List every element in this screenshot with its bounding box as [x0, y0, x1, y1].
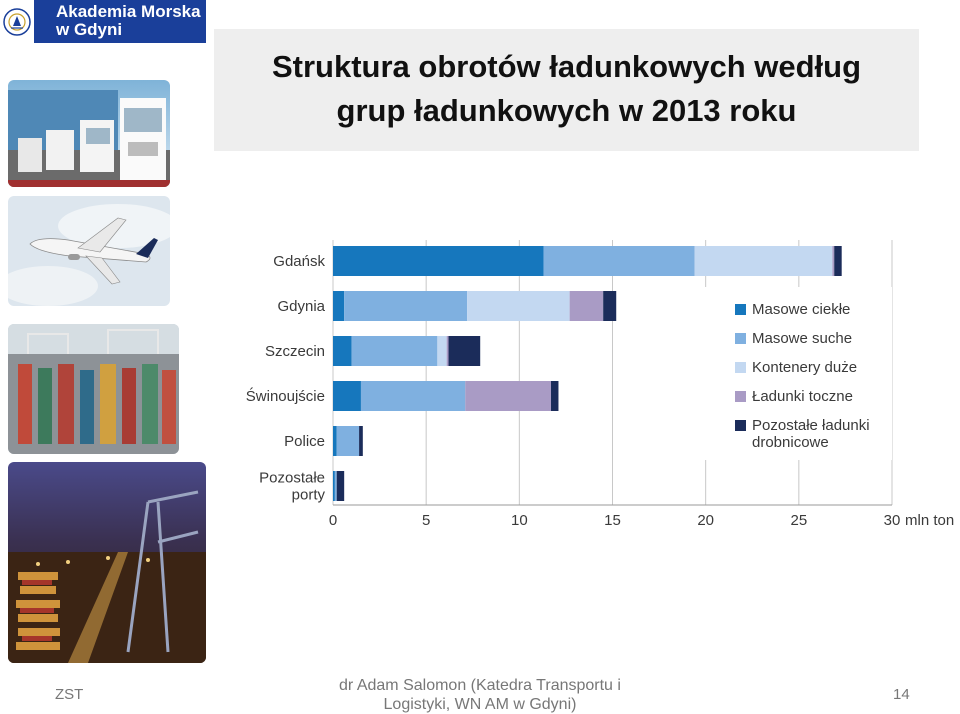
- x-tick-label-5: 25: [790, 512, 808, 529]
- footer-left: ZST: [55, 686, 84, 703]
- x-tick-label-3: 15: [604, 512, 621, 529]
- bar-4-4: [359, 426, 363, 456]
- bar-1-4: [603, 291, 616, 321]
- x-tick-label-4: 20: [697, 512, 715, 529]
- bar-1-3: [570, 291, 604, 321]
- bar-5-0: [333, 471, 335, 501]
- bar-1-0: [333, 291, 344, 321]
- bar-2-4: [449, 336, 481, 366]
- footer-author-line-2: Logistyki, WN AM w Gdyni): [383, 696, 577, 713]
- bar-3-0: [333, 381, 361, 411]
- legend-label-3-0: Ładunki toczne: [752, 388, 853, 405]
- category-label-1-0: Gdynia: [277, 298, 325, 315]
- x-tick-label-2: 10: [510, 512, 528, 529]
- category-label-5-1: porty: [291, 486, 325, 504]
- stacked-bar-chart: [230, 230, 960, 530]
- legend-label-0-0: Masowe ciekłe: [752, 301, 851, 318]
- bar-0-3: [832, 246, 834, 276]
- bar-2-3: [447, 336, 449, 366]
- legend-swatch-2: [735, 362, 746, 373]
- page-number: 14: [893, 686, 910, 703]
- x-unit-label: mln ton: [905, 512, 955, 529]
- x-tick-label-6: 30: [883, 512, 901, 529]
- x-tick-label-0: 0: [328, 512, 338, 529]
- bar-0-4: [834, 246, 841, 276]
- bar-5-4: [337, 471, 344, 501]
- logo-line-2: w Gdyni: [56, 20, 123, 39]
- chart-legend: [702, 287, 892, 460]
- legend-swatch-1: [735, 333, 746, 344]
- legend-label-4-1: drobnicowe: [752, 434, 829, 451]
- bar-0-2: [694, 246, 832, 276]
- academy-seal-icon: [2, 2, 32, 42]
- photo-port-night: [8, 462, 206, 663]
- legend-swatch-4: [735, 420, 746, 431]
- category-label-4-0: Police: [284, 433, 325, 450]
- logo: [0, 0, 206, 43]
- category-label-5-0: Pozostałe: [259, 469, 325, 487]
- bar-1-1: [344, 291, 467, 321]
- bar-1-2: [467, 291, 569, 321]
- footer-author: [330, 676, 630, 714]
- bar-3-1: [361, 381, 465, 411]
- bar-2-1: [352, 336, 438, 366]
- photo-airplane: [8, 196, 170, 306]
- logo-line-1: Akademia Morska: [56, 2, 201, 21]
- slide-title: [214, 29, 919, 151]
- x-tick-label-1: 5: [421, 512, 431, 529]
- bar-3-3: [465, 381, 551, 411]
- bar-0-0: [333, 246, 544, 276]
- bar-2-0: [333, 336, 352, 366]
- title-line-1: Struktura obrotów ładunkowych według: [271, 49, 862, 84]
- photo-trucks: [8, 80, 170, 187]
- legend-swatch-0: [735, 304, 746, 315]
- category-labels: [246, 253, 326, 504]
- logo-banner: [34, 0, 206, 43]
- x-axis-ticks: [329, 512, 954, 529]
- bar-3-4: [551, 381, 558, 411]
- legend-swatch-3: [735, 391, 746, 402]
- legend-label-4-0: Pozostałe ładunki: [752, 417, 870, 434]
- category-label-2-0: Szczecin: [264, 343, 325, 360]
- category-label-0-0: Gdańsk: [273, 253, 325, 270]
- title-line-2: grup ładunkowych w 2013 roku: [336, 93, 797, 128]
- bar-5-1: [335, 471, 337, 501]
- footer-author-line-1: dr Adam Salomon (Katedra Transportu i: [339, 677, 621, 694]
- bar-0-1: [544, 246, 695, 276]
- bar-4-1: [337, 426, 359, 456]
- legend-label-1-0: Masowe suche: [752, 330, 853, 347]
- legend-label-2-0: Kontenery duże: [752, 359, 858, 376]
- photo-container-terminal: [8, 324, 179, 454]
- bar-2-2: [437, 336, 446, 366]
- bar-4-0: [333, 426, 337, 456]
- category-label-3-0: Świnoujście: [245, 388, 325, 405]
